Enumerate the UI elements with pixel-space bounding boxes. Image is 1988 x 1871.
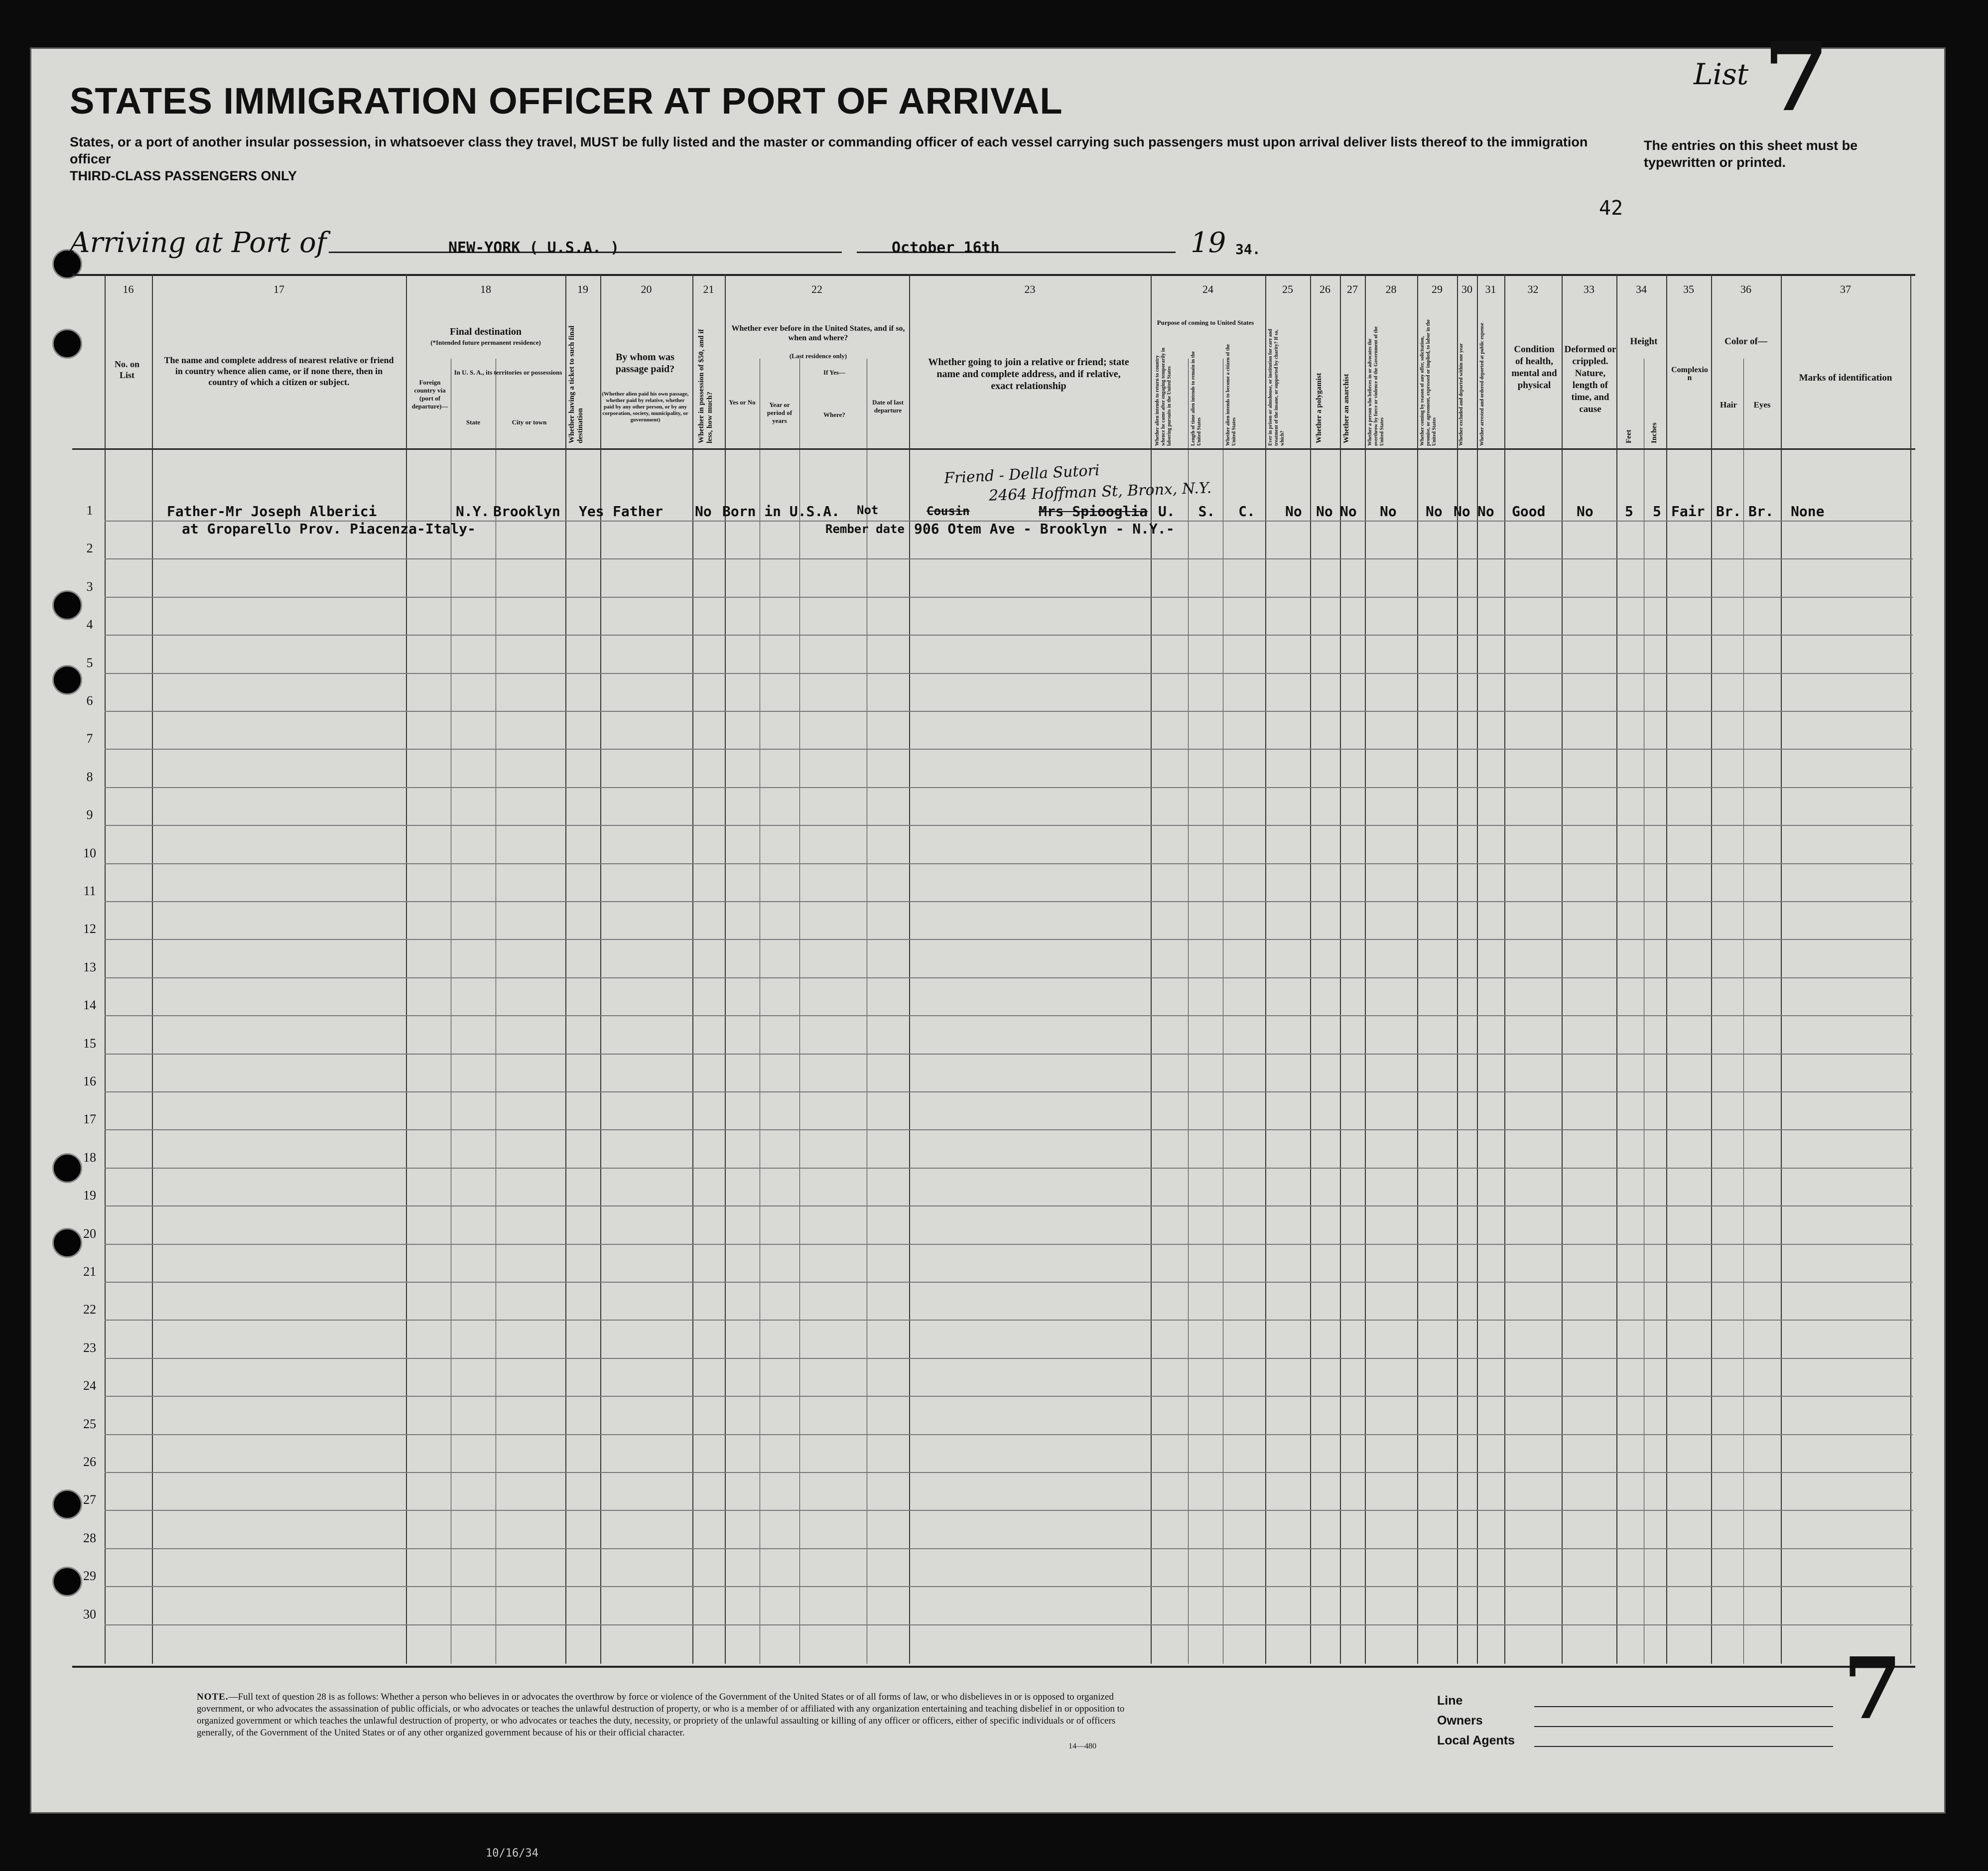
row-rule <box>105 1320 1913 1321</box>
row-number: 21 <box>83 1264 96 1279</box>
typed-note: The entries on this sheet must be typewritten or printed. <box>1644 138 1858 170</box>
year-prefix: 19 <box>1191 227 1226 259</box>
col29-header: Whether coming by reason of any offer, solicitation, promise, or agreement, expressed or implied, to labor in the United States <box>1420 319 1437 446</box>
col18-usa: In U. S. A., its territories or possessions <box>454 369 562 376</box>
col22-where: Where? <box>823 411 845 418</box>
col26-header: Whether a polygamist <box>1315 373 1323 443</box>
column-rule <box>1562 274 1563 1664</box>
col22-ifyes: If Yes— <box>823 369 845 376</box>
col36-title: Color of— <box>1724 336 1767 347</box>
col30-header: Whether excluded and deported within one year <box>1458 343 1464 446</box>
col35-header: Complexion <box>1671 366 1708 382</box>
c27-value: No <box>1340 503 1357 520</box>
column-number: 26 <box>1320 283 1330 295</box>
col22-yesno: Yes or No <box>729 399 756 406</box>
row-number: 26 <box>83 1455 96 1469</box>
remember-date-value: Rember date <box>825 522 905 536</box>
row-number: 12 <box>83 922 96 936</box>
column-rule <box>565 274 566 1664</box>
row-number: 13 <box>83 959 96 974</box>
row-number: 3 <box>86 579 93 594</box>
row-rule <box>105 749 1913 750</box>
c25-value: No <box>1285 503 1302 520</box>
row-number: 1 <box>86 503 93 518</box>
column-number: 37 <box>1840 283 1851 295</box>
row-number: 15 <box>83 1036 96 1051</box>
list-label: List <box>1694 57 1749 91</box>
col28-header: Whether a person who believes in or advocates the overthrow by force or violence of the Government of the United States <box>1367 326 1385 446</box>
row-rule <box>105 901 1913 902</box>
destination-state: N.Y. <box>456 503 490 520</box>
row-number: 24 <box>83 1378 96 1393</box>
page-number: 42 <box>1599 197 1623 220</box>
row-number: 27 <box>83 1492 96 1507</box>
row-rule <box>105 1205 1913 1206</box>
column-rule <box>1265 274 1266 1664</box>
col18-state: State <box>466 418 481 426</box>
col22-note: (Last residence only) <box>789 352 847 360</box>
purpose-value: U. S. C. <box>1158 503 1255 520</box>
row-rule <box>105 939 1913 940</box>
row-rule <box>105 1054 1913 1055</box>
row-number: 19 <box>83 1188 96 1203</box>
c30-value: No <box>1454 503 1470 520</box>
col34-feet: Feet <box>1625 429 1633 443</box>
manifest-subtitle: States, or a port of another insular possession, in whatsoever class they travel, MUST be fully listed and the master or commanding officer of each vessel carrying such passengers must upon arrival deliver lists thereof to the immigration officer THIRD-CLASS PASSENGERS ONLY <box>70 134 1588 183</box>
agents-fill <box>1534 1746 1833 1747</box>
height-feet-value: 5 <box>1625 503 1633 520</box>
column-number: 22 <box>811 283 822 295</box>
row-number: 11 <box>83 884 96 898</box>
column-rule <box>1666 274 1667 1664</box>
date-value: October 16th <box>892 239 1000 257</box>
column-number: 36 <box>1740 283 1751 295</box>
col22-date: Date of last departure <box>872 399 904 414</box>
health-value: Good <box>1512 503 1546 520</box>
column-number: 17 <box>273 283 284 295</box>
row-rule <box>105 1091 1913 1092</box>
row-rule <box>105 1396 1913 1397</box>
column-rule <box>799 359 800 1664</box>
col33-header: Deformed or crippled. Nature, length of time, and cause <box>1564 344 1616 414</box>
complexion-value: Fair <box>1671 503 1705 520</box>
row-rule <box>105 1434 1913 1435</box>
row-rule <box>105 1129 1913 1130</box>
row-rule <box>105 1015 1913 1016</box>
col18-title: Final destination <box>450 326 522 337</box>
column-rule <box>406 274 407 1664</box>
row-rule <box>105 597 1913 598</box>
line-label: Line <box>1437 1694 1463 1708</box>
hair-value: Br. <box>1716 503 1741 520</box>
column-number: 29 <box>1432 283 1443 295</box>
manifest-title: STATES IMMIGRATION OFFICER AT PORT OF ARRIVAL <box>70 80 1063 122</box>
marks-value: None <box>1791 503 1825 520</box>
question-28-note: NOTE.—Full text of question 28 is as follows: Whether a person who believes in or advocates the overthrow by force or violence of the Government of the United States or of all forms of law, or who disbelieves in or is opposed to organized government, or who advocates the assassination of public officials, or who advocates or teaches the unlawful destruction of property, or who is a member of or affiliated with any organization entertaining and teaching disbelief in or opposition to organized government or which teaches the unlawful destruction of property, or who advocates or teaches the duty, necessity, or propriety of the unlawful assaulting or killing of any officer or officers, either of specific individuals or of officers generally, of the Government of the United States or of any other organized government because of his or their official character. <box>197 1692 1125 1738</box>
column-rule <box>692 274 693 1664</box>
column-rule <box>1457 274 1458 1664</box>
list-number: 7 <box>1763 21 1830 133</box>
handwritten-friend-line2: 2464 Hoffman St, Bronx, N.Y. <box>988 479 1212 505</box>
row-number: 30 <box>83 1606 96 1621</box>
form-number: 14—480 <box>1068 1742 1096 1750</box>
handwritten-friend-line1: Friend - Della Sutori <box>943 461 1100 488</box>
join-relation-struck: Cousin <box>927 504 970 518</box>
paid-by-value: Father <box>613 503 663 520</box>
col23-header: Whether going to join a relative or friend; state name and complete address, and if relative, exact relationship <box>928 357 1129 392</box>
col24c-header: Whether alien intends to become a citizen of the United States <box>1225 344 1237 446</box>
col37-header: Marks of identification <box>1799 373 1892 383</box>
column-number: 24 <box>1202 283 1213 295</box>
column-number: 21 <box>703 283 714 295</box>
year-suffix: 34. <box>1235 241 1261 258</box>
money-value: No <box>695 503 712 520</box>
col20-note: (Whether alien paid his own passage, whether paid by relative, whether paid by any other person, or by any corporation, society, municipality, or government) <box>602 391 689 423</box>
col34-title: Height <box>1630 336 1658 347</box>
row-number: 6 <box>86 693 93 708</box>
row-rule <box>105 1244 1913 1245</box>
column-rule <box>909 274 910 1664</box>
col31-header: Whether arrested and ordered deported at public expense <box>1479 323 1485 446</box>
deformed-value: No <box>1577 503 1593 520</box>
before-us-value: Born in U.S.A. <box>722 503 840 520</box>
column-rule <box>725 274 726 1664</box>
column-number: 31 <box>1485 283 1496 295</box>
row-number: 4 <box>86 617 93 632</box>
row-rule <box>105 1586 1913 1587</box>
column-number: 23 <box>1024 283 1036 295</box>
relative-address-line2: at Groparello Prov. Piacenza-Italy- <box>182 521 476 537</box>
column-rule <box>1616 274 1617 1664</box>
column-number: 25 <box>1282 283 1293 295</box>
height-inches-value: 5 <box>1653 503 1661 520</box>
row-rule <box>105 635 1913 636</box>
column-rule <box>1417 274 1418 1664</box>
row-rule <box>105 711 1913 712</box>
row-rule <box>105 1624 1913 1625</box>
row-number: 28 <box>83 1530 96 1545</box>
row-rule <box>105 1510 1913 1511</box>
column-rule <box>1504 274 1505 1664</box>
destination-city: Brooklyn <box>493 503 560 520</box>
column-rule <box>1781 274 1782 1664</box>
col18-foreign: Foreign country via (port of departure)— <box>411 379 448 410</box>
c28-value: No <box>1380 503 1397 520</box>
column-rule <box>105 274 106 1664</box>
column-number: 33 <box>1584 283 1594 295</box>
owners-label: Owners <box>1437 1714 1483 1728</box>
join-address: 906 Otem Ave - Brooklyn - N.Y.- <box>914 521 1175 537</box>
row-rule <box>105 1472 1913 1473</box>
column-number: 34 <box>1636 283 1647 295</box>
row-number: 18 <box>83 1150 96 1165</box>
header-separator <box>72 448 1915 450</box>
c31-value: No <box>1477 503 1494 520</box>
col18-note: (*Intended future permanent residence) <box>430 339 541 346</box>
row-number: 17 <box>83 1112 96 1127</box>
col18-city: City or town <box>512 418 547 426</box>
column-number: 18 <box>480 283 491 295</box>
row-number: 7 <box>86 731 93 746</box>
row-rule <box>105 1358 1913 1359</box>
column-rule <box>1365 274 1366 1664</box>
port-value: NEW-YORK ( U.S.A. ) <box>448 239 620 257</box>
owners-fill <box>1534 1726 1833 1727</box>
col22-years: Year or period of years <box>767 401 793 424</box>
column-rule <box>1910 274 1911 1664</box>
column-number: 20 <box>641 283 652 295</box>
list-number-footer: 7 <box>1843 1639 1902 1738</box>
column-rule <box>152 274 153 1664</box>
row-number: 2 <box>86 541 93 556</box>
column-rule <box>1743 359 1744 1664</box>
column-number: 35 <box>1683 283 1694 295</box>
row-rule <box>105 825 1913 826</box>
column-rule <box>1310 274 1311 1664</box>
local-agents-label: Local Agents <box>1437 1734 1515 1747</box>
row-number: 25 <box>83 1416 96 1431</box>
row-rule <box>105 977 1913 978</box>
column-number: 28 <box>1385 283 1397 295</box>
eyes-value: Br. <box>1748 503 1774 520</box>
column-number: 32 <box>1527 283 1539 295</box>
c29-value: No <box>1426 503 1443 520</box>
col34-inches: Inches <box>1650 422 1658 443</box>
join-name-struck: Mrs Spiooglia <box>1039 503 1148 520</box>
column-number: 16 <box>123 283 134 295</box>
row-rule <box>105 1548 1913 1549</box>
row-number: 10 <box>83 845 96 860</box>
row-number: 29 <box>83 1569 96 1584</box>
row-rule <box>105 673 1913 674</box>
date-stamp: 10/16/34 <box>486 1847 538 1860</box>
not-value: Not <box>857 503 879 517</box>
c26-value: No <box>1316 503 1333 520</box>
col17-header: The name and complete address of nearest relative or friend in country whence alien came, or if none there, then in country of which a citizen or subject. <box>164 355 394 387</box>
col36-eyes: Eyes <box>1753 400 1771 409</box>
row-number: 14 <box>83 998 96 1013</box>
col22-title: Whether ever before in the United States, and if so, when and where? <box>731 324 905 342</box>
column-rule <box>600 274 601 1664</box>
row-rule <box>105 558 1913 559</box>
row-number: 23 <box>83 1340 96 1355</box>
col24a-header: Whether alien intends to return to country whence he came after engaging temporarily in laboring pursuits in the United States <box>1155 348 1172 446</box>
row-rule <box>105 1168 1913 1169</box>
column-rule <box>1188 359 1189 1664</box>
column-rule <box>1340 274 1341 1664</box>
column-rule <box>1477 274 1478 1664</box>
row-number: 5 <box>86 655 93 670</box>
column-number: 19 <box>577 283 588 295</box>
row-rule <box>105 1282 1913 1283</box>
col19-header: Whether having a ticket to such final destination <box>568 325 584 443</box>
col21-header: Whether in possession of $50, and if less, how much? <box>697 329 714 443</box>
col27-header: Whether an anarchist <box>1342 374 1350 443</box>
col16-header: No. on List <box>114 359 139 380</box>
row-number: 16 <box>83 1074 96 1088</box>
col32-header: Condition of health, mental and physical <box>1511 344 1557 391</box>
row-number: 22 <box>83 1302 96 1317</box>
col25-header: Ever in prison or almshouse, or institution for care and treatment of the insane, or supported by charity? If so, which? <box>1268 329 1285 446</box>
row-number: 9 <box>86 807 93 822</box>
column-number: 30 <box>1461 283 1472 295</box>
col20-title: By whom was passage paid? <box>615 352 675 375</box>
col24-title: Purpose of coming to United States <box>1157 319 1254 326</box>
col36-hair: Hair <box>1720 400 1737 409</box>
column-rule <box>1711 274 1712 1664</box>
line-fill <box>1534 1706 1833 1707</box>
relative-address-line1: Father-Mr Joseph Alberici <box>167 503 377 520</box>
col24b-header: Length of time alien intends to remain in the United States <box>1191 351 1202 446</box>
row-number: 8 <box>86 769 93 784</box>
row-number: 20 <box>83 1226 96 1241</box>
row-rule <box>105 787 1913 788</box>
arriving-label: Arriving at Port of <box>70 227 327 259</box>
ticket-value: Yes <box>579 503 604 520</box>
row-rule <box>105 863 1913 864</box>
column-number: 27 <box>1347 283 1358 295</box>
